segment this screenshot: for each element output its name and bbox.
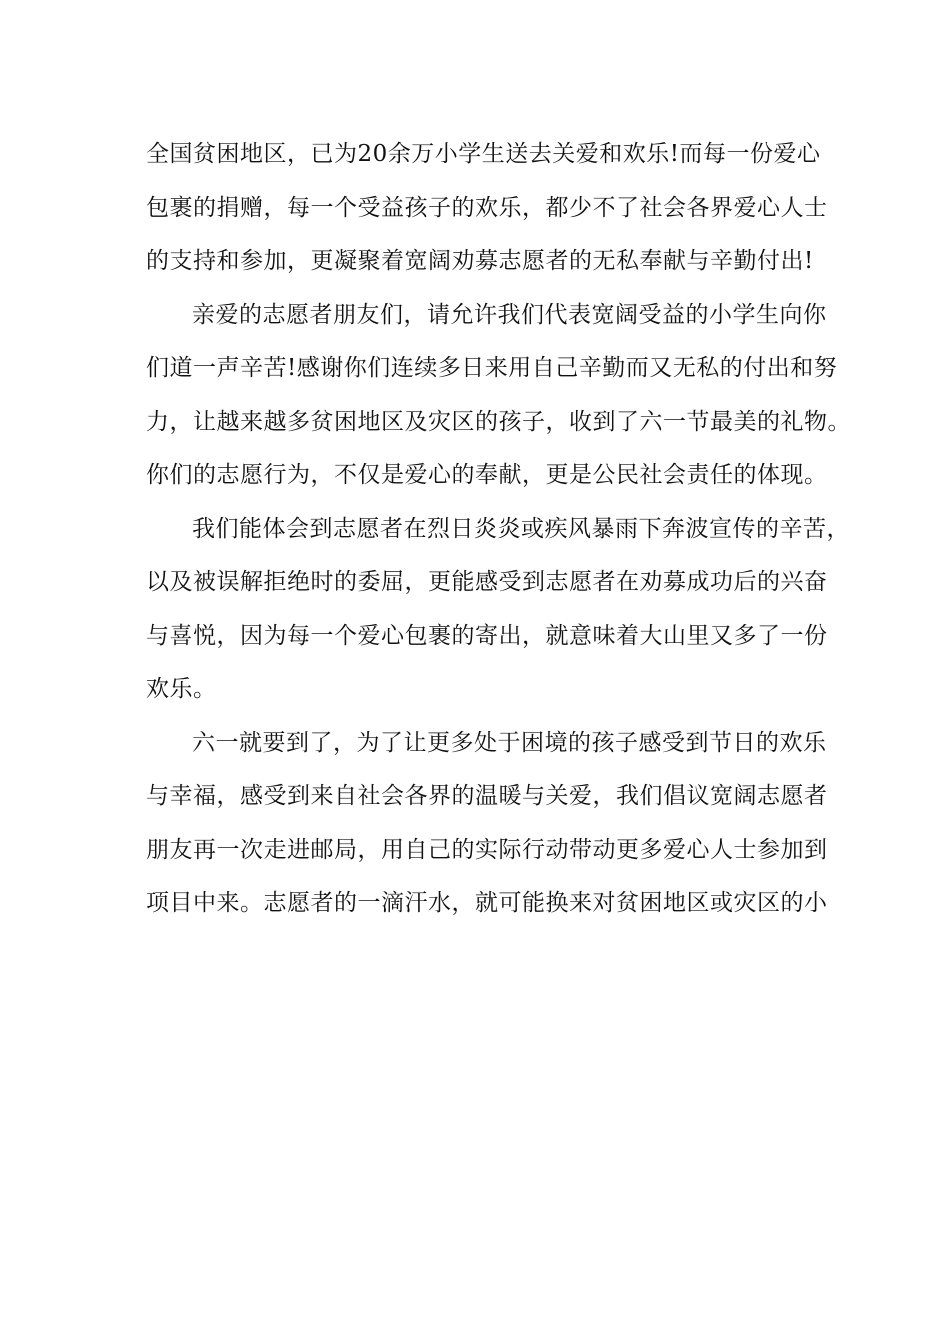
text-line: 以及被误解拒绝时的委屈，更能感受到志愿者在劝募成功后的兴奋	[146, 569, 828, 595]
text-line: 们道一声辛苦!感谢你们连续多日来用自己辛勤而又无私的付出和努	[146, 355, 838, 381]
text-line: 与喜悦，因为每一个爱心包裹的寄出，就意味着大山里又多了一份	[146, 622, 828, 649]
paragraph-first-line: 我们能体会到志愿者在烈日炎炎或疾风暴雨下奔波宣传的辛苦，	[192, 515, 850, 542]
text-line: 包裹的捐赠，每一个受益孩子的欢乐，都少不了社会各界爱心人士	[146, 194, 828, 221]
text-line: 项目中来。志愿者的一滴汗水，就可能换来对贫困地区或灾区的小	[146, 890, 828, 916]
text-line: 的支持和参加，更凝聚着宽阔劝募志愿者的无私奉献与辛勤付出!	[146, 248, 814, 274]
paragraph-first-line: 亲爱的志愿者朋友们，请允许我们代表宽阔受益的小学生向你	[192, 301, 827, 328]
document-body	[146, 128, 851, 931]
text-line: 朋友再一次走进邮局，用自己的实际行动带动更多爱心人士参加到	[146, 836, 828, 863]
paragraph-first-line: 六一就要到了，为了让更多处于困境的孩子感受到节日的欢乐	[192, 729, 827, 756]
text-line: 力，让越来越多贫困地区及灾区的孩子，收到了六一节最美的礼物。	[146, 408, 851, 435]
text-line: 全国贫困地区，已为20余万小学生送去关爱和欢乐!而每一份爱心	[146, 141, 821, 167]
text-line: 欢乐。	[146, 676, 217, 702]
text-line: 与幸福，感受到来自社会各界的温暖与关爱，我们倡议宽阔志愿者	[146, 783, 828, 809]
text-line: 你们的志愿行为，不仅是爱心的奉献，更是公民社会责任的体现。	[146, 462, 828, 488]
